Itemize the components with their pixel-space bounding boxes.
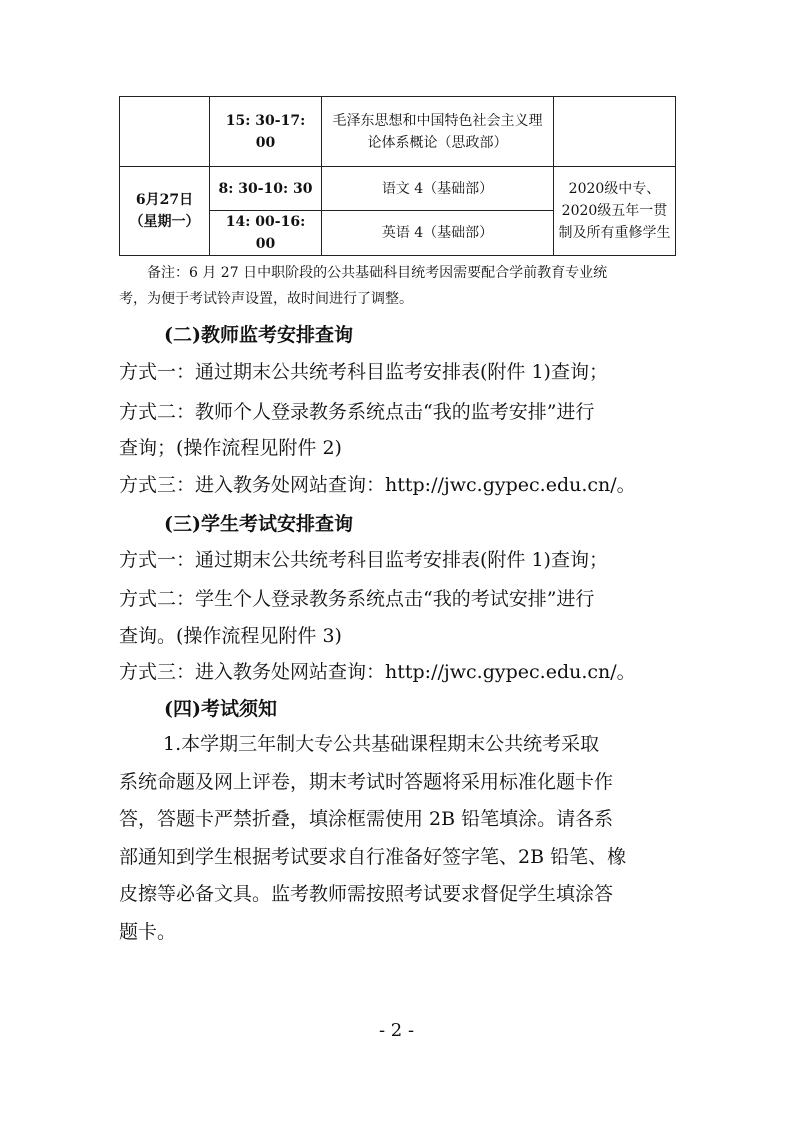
time-cell: 15: 30-17: 00 xyxy=(210,97,322,167)
time-cell: 8: 30-10: 30 xyxy=(210,167,322,211)
paragraph-line: 方式三：进入教务处网站查询：http://jwc.gypec.edu.cn/。 xyxy=(119,661,636,683)
paragraph-line: 题卡。 xyxy=(119,920,177,943)
table-row xyxy=(120,97,676,167)
paragraph-line: 方式一：通过期末公共统考科目监考安排表(附件 1)查询； xyxy=(119,361,608,383)
section-heading: (四)考试须知 xyxy=(164,698,277,720)
paragraph-line: 皮擦等必备文具。监考教师需按照考试要求督促学生填涂答 xyxy=(119,883,614,905)
paragraph-line: 1.本学期三年制大专公共基础课程期末公共统考采取 xyxy=(163,733,600,755)
note-line: 备注：6 月 27 日中职阶段的公共基础科目统考因需要配合学前教育专业统 xyxy=(147,265,608,281)
date-text: 6月27日 xyxy=(135,192,194,208)
table-note xyxy=(119,260,679,312)
paragraph-line: 查询；(操作流程见附件 2) xyxy=(119,437,342,459)
section-heading: (三)学生考试安排查询 xyxy=(164,513,353,535)
exam-notice-paragraph xyxy=(119,726,679,951)
note-line: 考，为便于考试铃声设置，故时间进行了调整。 xyxy=(119,291,413,307)
paragraph-line: 系统命题及网上评卷，期末考试时答题将采用标准化题卡作 xyxy=(119,770,614,793)
table-row xyxy=(120,167,676,211)
section-heading: (二)教师监考安排查询 xyxy=(164,324,353,346)
subject-cell: 语文 4（基础部） xyxy=(322,167,554,211)
paragraph-line: 方式二：教师个人登录教务系统点击“我的监考安排”进行 xyxy=(119,401,595,423)
paragraph-line: 方式二：学生个人登录教务系统点击“我的考试安排”进行 xyxy=(119,588,595,610)
subject-cell: 毛泽东思想和中国特色社会主义理论体系概论（思政部） xyxy=(322,97,554,167)
target-cell xyxy=(554,97,676,167)
exam-schedule-table xyxy=(119,96,676,256)
weekday-text: （星期一） xyxy=(129,214,200,230)
paragraph-line: 答，答题卡严禁折叠，填涂框需使用 2B 铅笔填涂。请各系 xyxy=(119,808,614,830)
paragraph-line: 部通知到学生根据考试要求自行准备好签字笔、2B 铅笔、橡 xyxy=(119,845,627,868)
paragraph-line: 方式一：通过期末公共统考科目监考安排表(附件 1)查询； xyxy=(119,549,608,571)
paragraph-line: 查询。(操作流程见附件 3) xyxy=(119,625,342,647)
date-cell xyxy=(120,167,210,256)
target-cell: 2020级中专、2020级五年一贯制及所有重修学生 xyxy=(554,167,676,256)
subject-cell: 英语 4（基础部） xyxy=(322,211,554,256)
date-cell xyxy=(120,97,210,167)
page-number: - 2 - xyxy=(378,1020,415,1041)
paragraph-line: 方式三：进入教务处网站查询：http://jwc.gypec.edu.cn/。 xyxy=(119,474,636,496)
time-cell: 14: 00-16: 00 xyxy=(210,211,322,256)
